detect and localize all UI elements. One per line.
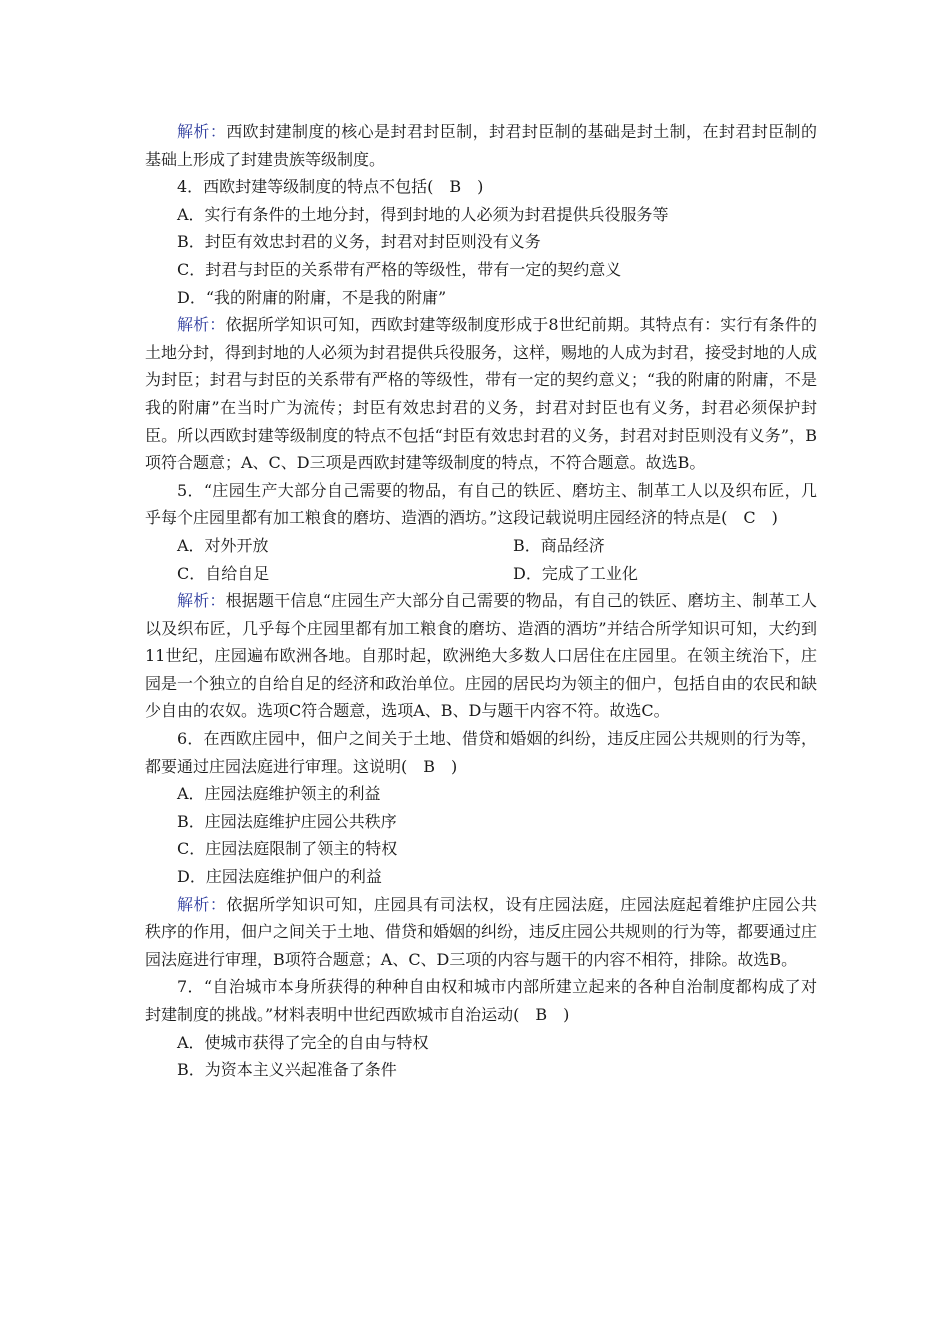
analysis-paragraph — [145, 587, 817, 725]
analysis-label: 解析： — [177, 894, 227, 914]
answer-option: B．庄园法庭维护庄园公共秩序 — [177, 811, 397, 831]
answer-option: D．完成了工业化 — [513, 563, 638, 583]
answer-option: B．封臣有效忠封君的义务，封君对封臣则没有义务 — [177, 232, 541, 252]
answer-option-row — [145, 560, 817, 588]
analysis-text: 西欧封建制度的核心是封君封臣制，封君封臣制的基础是封土制，在封君封臣制的基础上形成了封建贵族等级制度。 — [145, 122, 817, 169]
analysis-label: 解析： — [177, 315, 226, 335]
analysis-paragraph — [145, 891, 817, 974]
analysis-label: 解析： — [177, 591, 226, 611]
analysis-text: 依据所学知识可知，庄园具有司法权，设有庄园法庭，庄园法庭起着维护庄园公共秩序的作用，佃户之间关于土地、借贷和婚姻的纠纷，违反庄园公共规则的行为等，都要通过庄园法庭进行审理，B项符合题意；A、C、D三项的内容与题干的内容不相符，排除。故选B。 — [145, 894, 818, 969]
answer-option: A．实行有条件的土地分封，得到封地的人必须为封君提供兵役服务等 — [177, 204, 669, 224]
answer-option: C．封君与封臣的关系带有严格的等级性，带有一定的契约意义 — [177, 259, 622, 279]
question-stem: 6．在西欧庄园中，佃户之间关于土地、借贷和婚姻的纠纷，违反庄园公共规则的行为等，都要通过庄园法庭进行审理。这说明( B ) — [145, 729, 817, 776]
analysis-text: 依据所学知识可知，西欧封建等级制度形成于8世纪前期。其特点有：实行有条件的土地分封，得到封地的人必须为封君提供兵役服务，这样，赐地的人成为封君，接受封地的人成为封臣；封君与封臣的关系带有严格的等级性，带有一定的契约意义；“我的附庸的附庸，不是我的附庸”在当时广为流传；封臣有效忠封君的义务，封君对封臣也有义务，封君必须保护封臣。所以西欧封建等级制度的特点不包括“封臣有效忠封君的义务，封君对封臣则没有义务”，B项符合题意；A、C、D三项是西欧封建等级制度的特点，不符合题意。故选B。 — [145, 315, 818, 473]
answer-option: C．自给自足 — [177, 563, 270, 583]
analysis-paragraph — [145, 311, 817, 477]
answer-option: C．庄园法庭限制了领主的特权 — [177, 839, 398, 859]
answer-option: D．庄园法庭维护佃户的利益 — [177, 867, 382, 887]
answer-option: A．庄园法庭维护领主的利益 — [177, 784, 381, 804]
question-stem: 4．西欧封建等级制度的特点不包括( B ) — [177, 177, 484, 197]
question-stem: 7．“自治城市本身所获得的种种自由权和城市内部所建立起来的各种自治制度都构成了对封建制度的挑战。”材料表明中世纪西欧城市自治运动( B ) — [145, 977, 817, 1024]
analysis-text: 根据题干信息“庄园生产大部分自己需要的物品，有自己的铁匠、磨坊主、制革工人以及织布匠，几乎每个庄园里都有加工粮食的磨坊、造酒的酒坊”并结合所学知识可知，大约到11世纪，庄园遍布欧洲各地。自那时起，欧洲绝大多数人口居住在庄园里。在领主统治下，庄园是一个独立的自给自足的经济和政治单位。庄园的居民均为领主的佃户，包括自由的农民和缺少自由的农奴。选项C符合题意，选项A、B、D与题干内容不符。故选C。 — [145, 591, 818, 721]
analysis-label: 解析： — [177, 122, 227, 141]
document-content — [145, 118, 817, 1084]
answer-option: D．“我的附庸的附庸，不是我的附庸” — [177, 287, 447, 307]
answer-option-row — [145, 532, 817, 560]
answer-option: B．为资本主义兴起准备了条件 — [177, 1060, 397, 1080]
answer-option: A．使城市获得了完全的自由与特权 — [177, 1032, 429, 1052]
question-stem: 5．“庄园生产大部分自己需要的物品，有自己的铁匠、磨坊主、制革工人以及织布匠，几乎每个庄园里都有加工粮食的磨坊、造酒的酒坊。”这段记载说明庄园经济的特点是( C ) — [145, 480, 817, 528]
answer-option: A．对外开放 — [177, 535, 269, 555]
answer-option: B．商品经济 — [513, 535, 605, 555]
analysis-paragraph — [145, 118, 817, 173]
